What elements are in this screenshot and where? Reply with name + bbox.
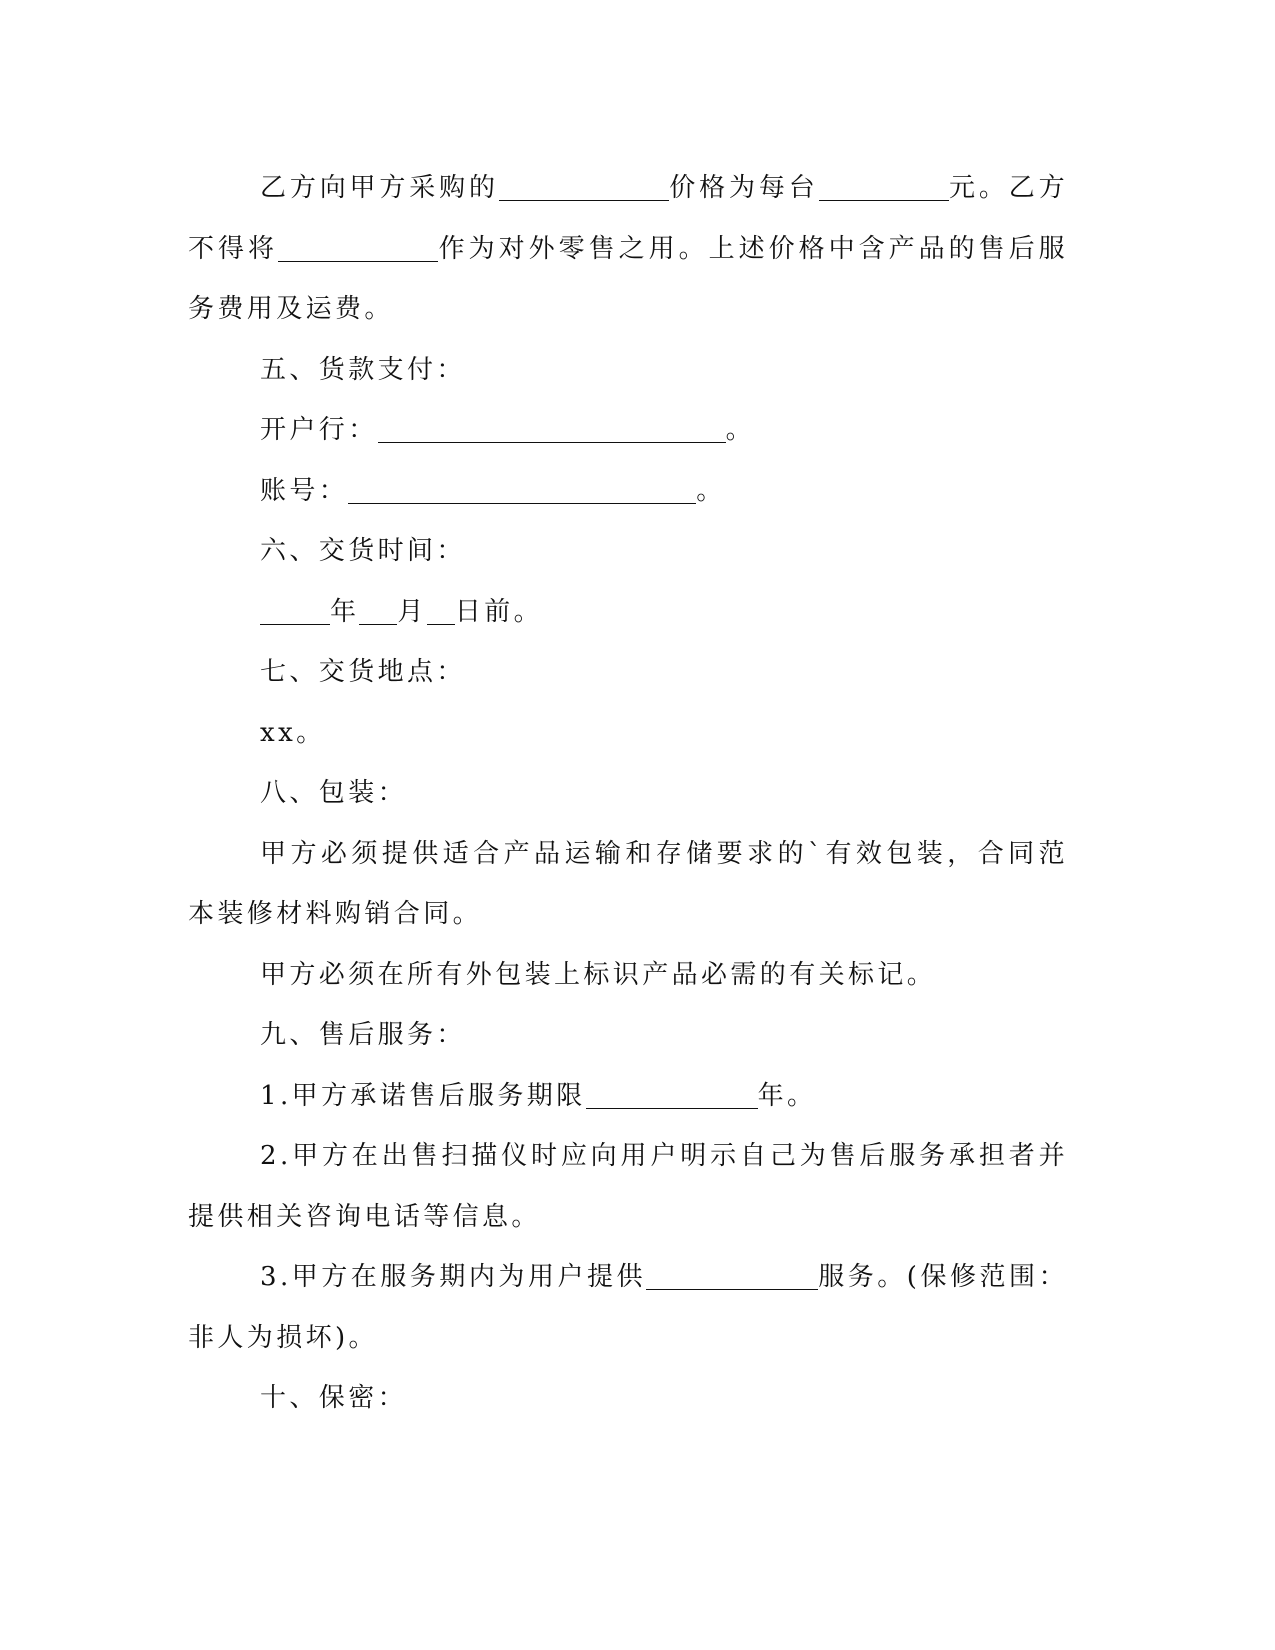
- section-heading-packaging: 八、包装：: [260, 778, 408, 808]
- price-clause: 乙方向甲方采购的 价格为每台 元。乙方不得将 作为对外零售之用。上述价格中含产品的售后服务费用及运费。: [188, 173, 1068, 324]
- month-blank: [359, 596, 397, 624]
- account-blank: [348, 475, 696, 503]
- unit-price-blank: [819, 173, 949, 201]
- contract-body: [188, 158, 1068, 1429]
- product-blank: [499, 173, 669, 201]
- product-blank-2: [278, 233, 438, 261]
- section-heading-confidentiality: 十、保密：: [260, 1383, 408, 1413]
- bank-line: 开户行： 。: [260, 415, 756, 445]
- day-blank: [427, 596, 455, 624]
- section-heading-payment: 五、货款支付：: [260, 354, 466, 385]
- service-type-blank: [646, 1262, 818, 1290]
- service-item-2: 2.甲方在出售扫描仪时应向用户明示自己为售后服务承担者并提供相关咨询电话等信息。: [188, 1141, 1068, 1232]
- service-item-3: 3.甲方在服务期内为用户提供 服务。(保修范围：非人为损坏)。: [188, 1262, 1068, 1353]
- section-heading-after-sales: 九、售后服务：: [260, 1020, 466, 1050]
- packaging-clause-1: 甲方必须提供适合产品运输和存储要求的`有效包装，合同范本装修材料购销合同。: [188, 838, 1068, 929]
- account-line: 账号： 。: [260, 475, 726, 506]
- packaging-clause-2: 甲方必须在所有外包装上标识产品必需的有关标记。: [260, 959, 937, 990]
- year-blank: [260, 596, 330, 624]
- section-heading-delivery-place: 七、交货地点：: [260, 657, 466, 687]
- bank-blank: [378, 415, 726, 443]
- delivery-date-line: 年 月 日前。: [188, 582, 1068, 643]
- section-heading-delivery-time: 六、交货时间：: [260, 536, 466, 566]
- service-item-1: 1.甲方承诺售后服务期限 年。: [260, 1080, 817, 1111]
- service-period-blank: [586, 1080, 758, 1108]
- delivery-place: xx。: [260, 717, 326, 748]
